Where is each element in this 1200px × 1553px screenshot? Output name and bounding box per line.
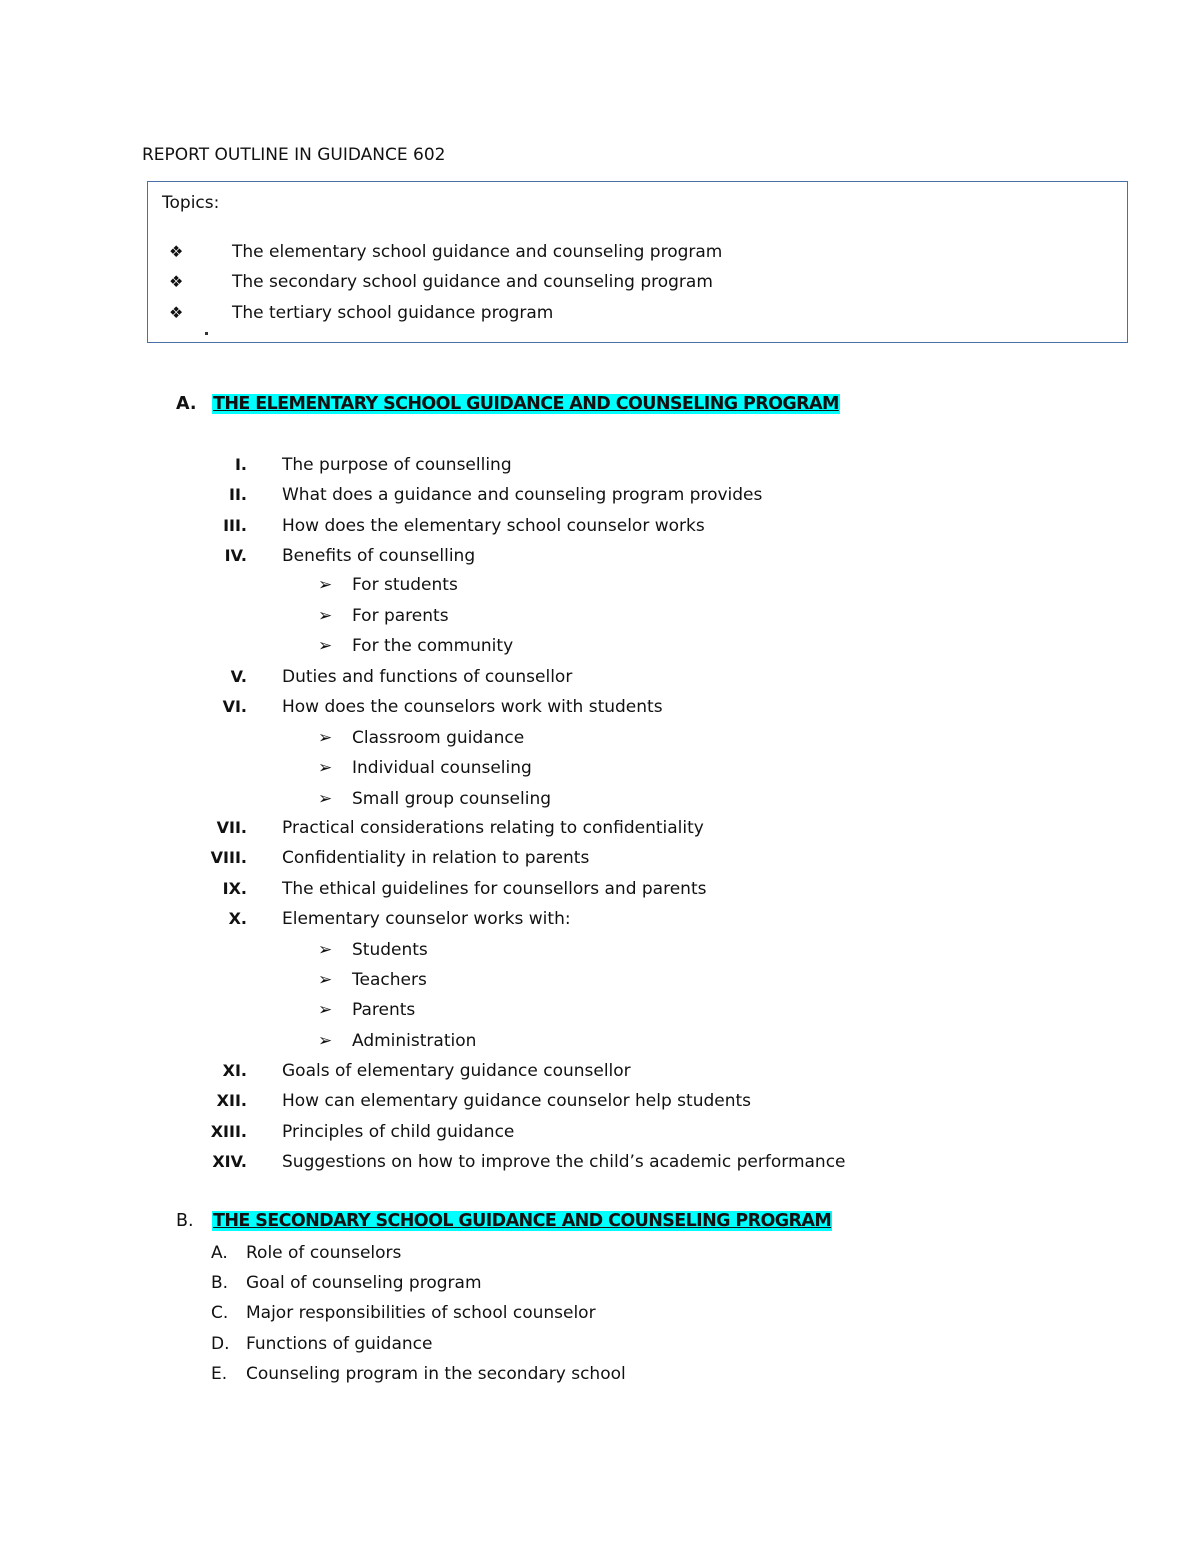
roman-numeral: XIV.	[212, 1152, 247, 1171]
outline-text: How does the counselors work with students	[282, 697, 663, 717]
subitem-text: Parents	[352, 1000, 416, 1020]
outline-text: Counseling program in the secondary school	[246, 1364, 626, 1384]
outline-text: How does the elementary school counselor works	[282, 516, 705, 536]
outline-text: The purpose of counselling	[282, 455, 512, 475]
arrow-bullet-icon: ➢	[318, 1031, 333, 1051]
roman-numeral: IV.	[224, 546, 247, 565]
roman-numeral: XIII.	[210, 1122, 247, 1141]
roman-numeral: II.	[229, 485, 247, 504]
diamond-bullet-icon: ❖	[169, 242, 184, 261]
roman-numeral: VI.	[222, 697, 247, 716]
subitem-text: Small group counseling	[352, 789, 552, 809]
diamond-bullet-icon: ❖	[169, 303, 184, 322]
subitem-text: For the community	[352, 636, 514, 656]
subitem-text: Classroom guidance	[352, 728, 525, 748]
subitem-text: Individual counseling	[352, 758, 532, 778]
arrow-bullet-icon: ➢	[318, 789, 333, 809]
topic-text: The secondary school guidance and counseling program	[232, 272, 713, 292]
outline-text: Benefits of counselling	[282, 546, 476, 566]
letter-marker: E.	[211, 1364, 228, 1384]
outline-item	[0, 1091, 1200, 1115]
subitem-text: Teachers	[352, 970, 427, 990]
outline-item	[0, 879, 1200, 903]
arrow-bullet-icon: ➢	[318, 1000, 333, 1020]
outline-text: Suggestions on how to improve the child’s academic performance	[282, 1152, 846, 1172]
clipped-bullet-fragment	[205, 332, 208, 335]
outline-text: Practical considerations relating to confidentiality	[282, 818, 704, 838]
outline-text: Confidentiality in relation to parents	[282, 848, 590, 868]
outline-item	[0, 667, 1200, 691]
arrow-bullet-icon: ➢	[318, 728, 333, 748]
outline-text: Goals of elementary guidance counsellor	[282, 1061, 631, 1081]
roman-numeral: XI.	[222, 1061, 247, 1080]
arrow-bullet-icon: ➢	[318, 940, 333, 960]
outline-text: Principles of child guidance	[282, 1122, 515, 1142]
outline-item	[0, 697, 1200, 721]
outline-text: Duties and functions of counsellor	[282, 667, 573, 687]
subitem-text: For students	[352, 575, 458, 595]
roman-numeral: V.	[230, 667, 247, 686]
outline-item	[0, 909, 1200, 933]
roman-numeral: VII.	[216, 818, 247, 837]
outline-text: Goal of counseling program	[246, 1273, 482, 1293]
topics-label: Topics:	[162, 193, 220, 213]
outline-item	[0, 848, 1200, 872]
outline-text: Major responsibilities of school counselor	[246, 1303, 596, 1323]
outline-item	[0, 1122, 1200, 1146]
outline-item	[0, 455, 1200, 479]
section-letter: B.	[176, 1211, 194, 1231]
subitem-text: For parents	[352, 606, 449, 626]
letter-marker: D.	[211, 1334, 230, 1354]
topics-box	[147, 181, 1128, 343]
section-heading-text: THE ELEMENTARY SCHOOL GUIDANCE AND COUNSELING PROGRAM	[213, 394, 839, 414]
outline-text: What does a guidance and counseling program provides	[282, 485, 763, 505]
letter-marker: A.	[211, 1243, 228, 1263]
letter-marker: C.	[211, 1303, 229, 1323]
topic-text: The tertiary school guidance program	[232, 303, 554, 323]
outline-item	[0, 485, 1200, 509]
topic-text: The elementary school guidance and counseling program	[232, 242, 723, 262]
outline-item	[0, 818, 1200, 842]
outline-item	[0, 1061, 1200, 1085]
outline-item	[0, 1152, 1200, 1176]
outline-text: The ethical guidelines for counsellors and parents	[282, 879, 707, 899]
roman-numeral: VIII.	[210, 848, 247, 867]
section-heading-text: THE SECONDARY SCHOOL GUIDANCE AND COUNSELING PROGRAM	[213, 1211, 832, 1231]
arrow-bullet-icon: ➢	[318, 636, 333, 656]
outline-text: Role of counselors	[246, 1243, 402, 1263]
roman-numeral: XII.	[216, 1091, 247, 1110]
subitem-text: Administration	[352, 1031, 477, 1051]
section-letter: A.	[176, 394, 197, 414]
arrow-bullet-icon: ➢	[318, 758, 333, 778]
outline-item	[0, 546, 1200, 570]
roman-numeral: X.	[228, 909, 247, 928]
arrow-bullet-icon: ➢	[318, 575, 333, 595]
outline-text: Elementary counselor works with:	[282, 909, 571, 929]
outline-item	[0, 516, 1200, 540]
roman-numeral: III.	[223, 516, 247, 535]
subitem-text: Students	[352, 940, 428, 960]
letter-marker: B.	[211, 1273, 229, 1293]
outline-text: How can elementary guidance counselor help students	[282, 1091, 752, 1111]
page-title: REPORT OUTLINE IN GUIDANCE 602	[142, 145, 446, 165]
diamond-bullet-icon: ❖	[169, 272, 184, 291]
roman-numeral: IX.	[222, 879, 247, 898]
outline-text: Functions of guidance	[246, 1334, 433, 1354]
arrow-bullet-icon: ➢	[318, 606, 333, 626]
arrow-bullet-icon: ➢	[318, 970, 333, 990]
roman-numeral: I.	[234, 455, 247, 474]
